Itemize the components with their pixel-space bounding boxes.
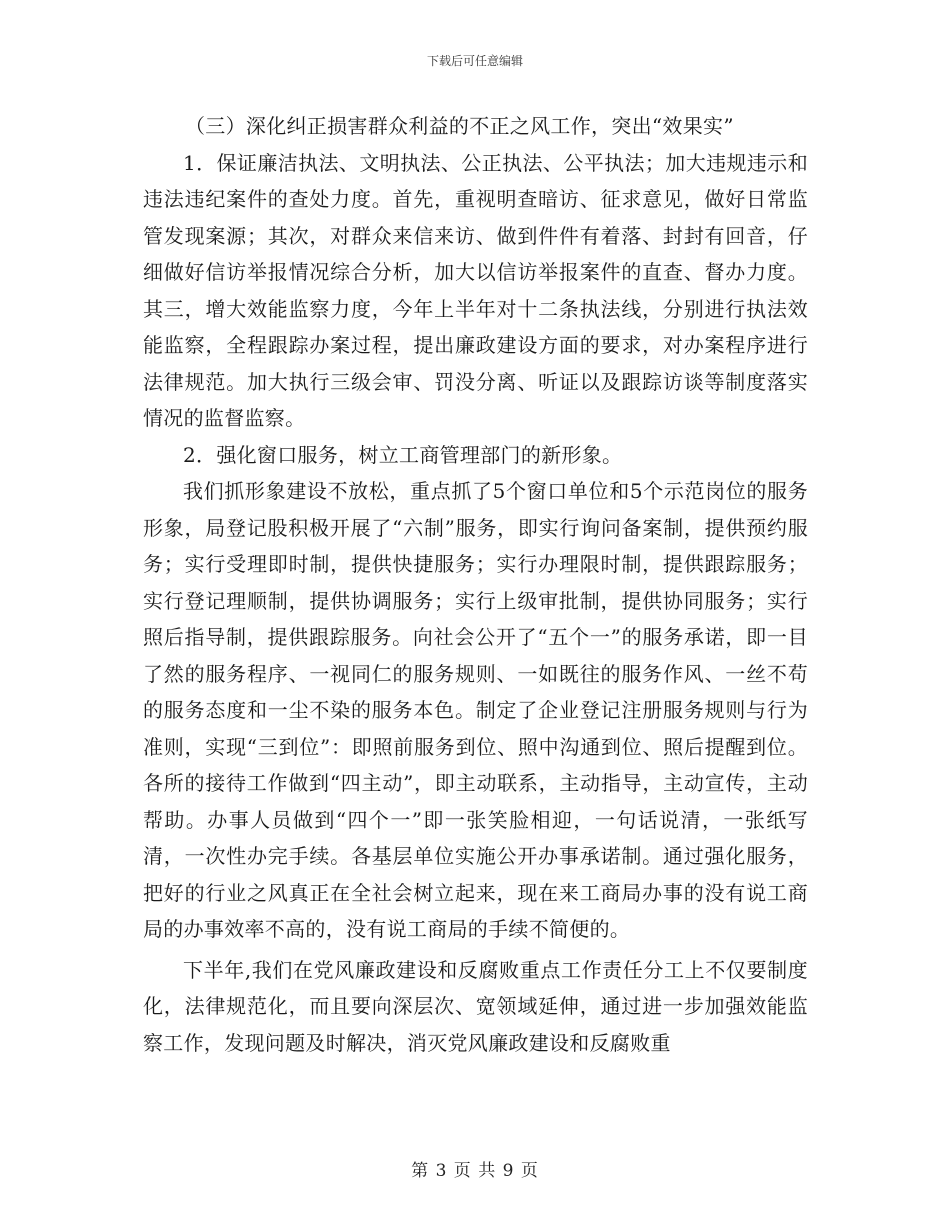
page-header-note: 下载后可任意编辑: [426, 54, 523, 68]
paragraph-item-2-title: 2．强化窗口服务，树立工商管理部门的新形象。: [183, 442, 623, 467]
paragraph-item-1: 1．保证廉洁执法、文明执法、公正执法、公平执法；加大违规违示和违法违纪案件的查处力度。首先，重视明查暗访、征求意见，做好日常监管发现案源；其次，对群众来信来访、做到件件有着落、封封有回音，仔细做好信访举报情况综合分析，加大以信访举报案件的直查、督办力度。其三，增大效能监察力度，今年上半年对十二条执法线，分别进行执法效能监察，全程跟踪办案过程，提出廉政建设方面的要求，对办案程序进行法律规范。加大执行三级会审、罚没分离、听证以及跟踪访谈等制度落实情况的监督监察。: [143, 150, 808, 430]
section-heading: （三）深化纠正损害群众利益的不正之风工作，突出“效果实”: [185, 114, 734, 138]
document-body: [143, 108, 808, 1061]
paragraph-second-half: 下半年,我们在党风廉政建设和反腐败重点工作责任分工上不仅要制度化，法律规范化，而且要向深层次、宽领域延伸，通过进一步加强效能监察工作，发现问题及时解决，消灭党风廉政建设和反腐败重: [143, 957, 808, 1055]
page-number: 第 3 页 共 9 页: [411, 1161, 539, 1181]
paragraph-item-2-body: 我们抓形象建设不放松，重点抓了5个窗口单位和5个示范岗位的服务形象，局登记股积极开展了“六制”服务，即实行询问备案制，提供预约服务；实行受理即时制，提供快捷服务；实行办理限时制，提供跟踪服务；实行登记理顺制，提供协调服务；实行上级审批制，提供协同服务；实行照后指导制，提供跟踪服务。向社会公开了“五个一”的服务承诺，即一目了然的服务程序、一视同仁的服务规则、一如既往的服务作风、一丝不苟的服务态度和一尘不染的服务本色。制定了企业登记注册服务规则与行为准则，实现“三到位”：即照前服务到位、照中沟通到位、照后提醒到位。各所的接待工作做到“四主动”，即主动联系，主动指导，主动宣传，主动帮助。办事人员做到“四个一”即一张笑脸相迎，一句话说清，一张纸写清，一次性办完手续。各基层单位实施公开办事承诺制。通过强化服务，把好的行业之风真正在全社会树立起来，现在来工商局办事的没有说工商局的办事效率不高的，没有说工商局的手续不简便的。: [143, 479, 808, 941]
